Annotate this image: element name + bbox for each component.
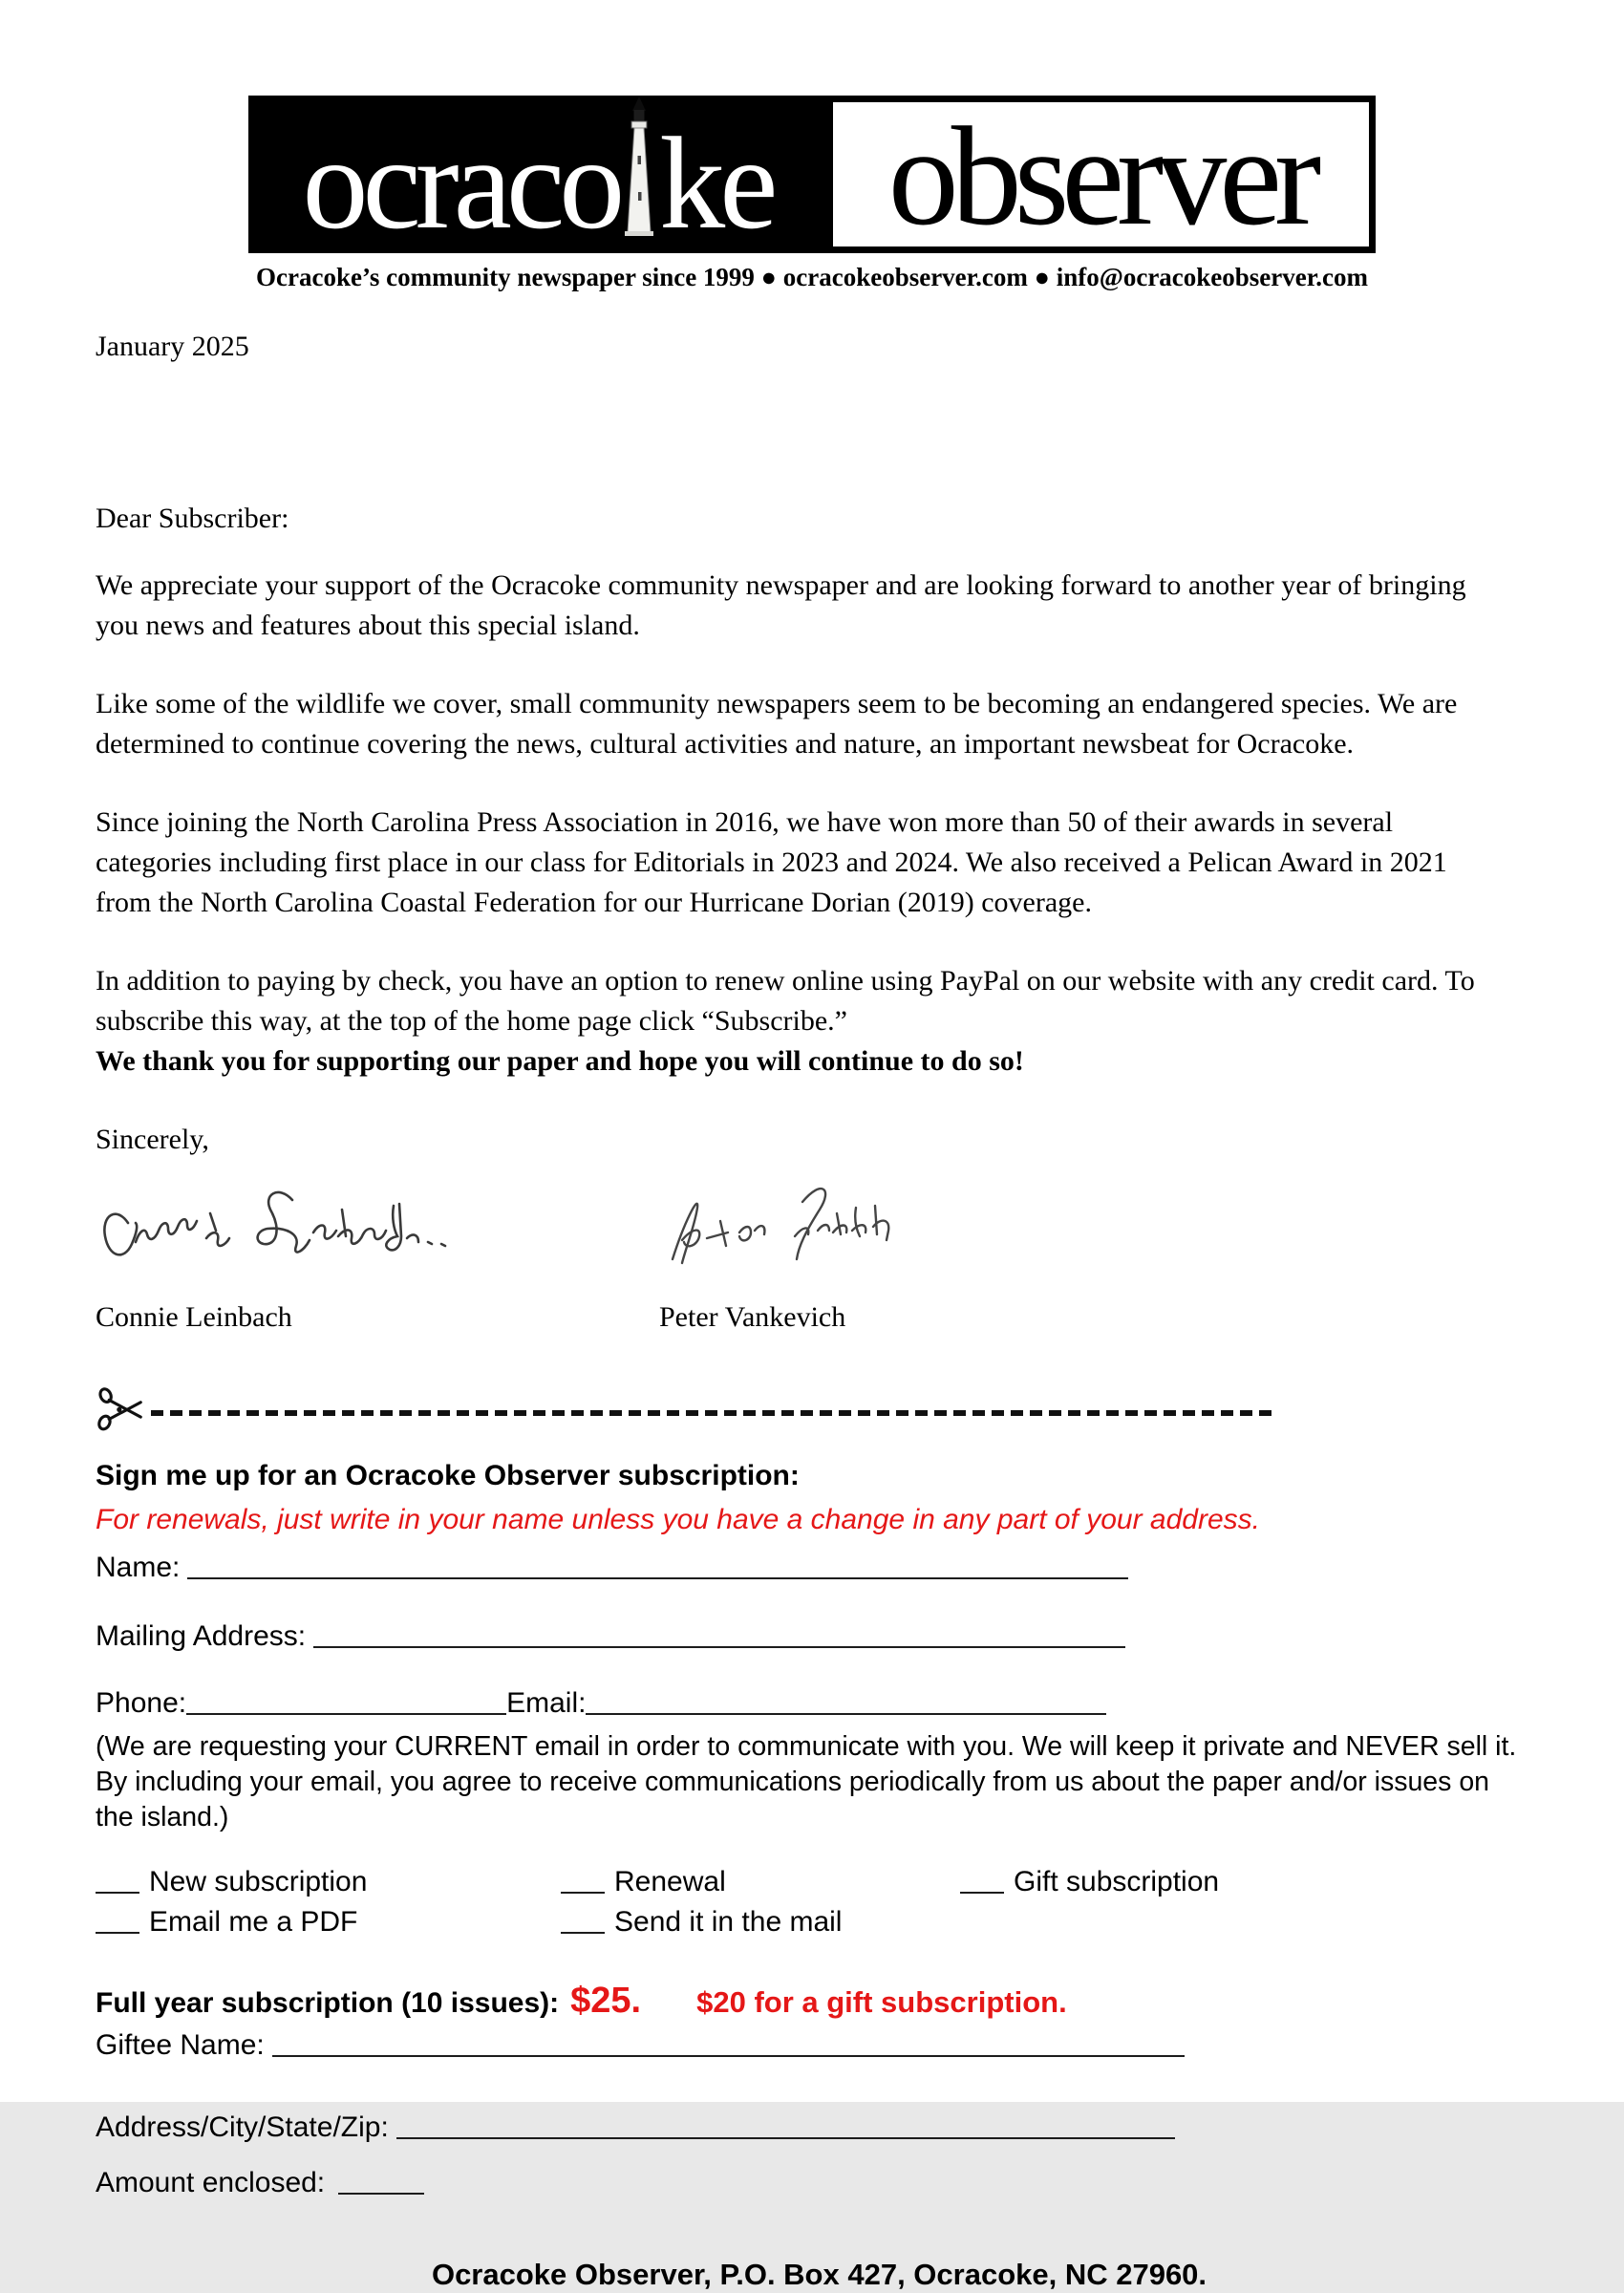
subscription-options-row-2 xyxy=(96,1904,1543,1940)
giftee-name-label: Giftee Name: xyxy=(96,2029,265,2061)
cut-here-divider xyxy=(96,1387,1543,1433)
giftee-name-blank xyxy=(272,2028,1185,2057)
paragraph-2: Like some of the wildlife we cover, small community newspapers seem to be becoming an endangered species. We are determined to continue covering the news, cultural activities and nature, an important newsbeat for Ocracoke. xyxy=(96,688,1458,760)
paragraph-1: We appreciate your support of the Ocracoke community newspaper and are looking forward to another year of bringing you news and features about this special island. xyxy=(96,569,1466,641)
option-send-mail: Send it in the mail xyxy=(561,1904,960,1940)
mailing-field-line xyxy=(96,1618,1543,1655)
option-gift-subscription: Gift subscription xyxy=(960,1864,1543,1900)
phone-label: Phone: xyxy=(96,1687,187,1719)
logo-text-ocraco: ocraco xyxy=(302,109,620,256)
mailing-address-blank xyxy=(313,1619,1125,1648)
form-heading: Sign me up for an Ocracoke Observer subscription: xyxy=(96,1460,800,1491)
connie-signature-image xyxy=(96,1181,459,1284)
ocracoke-observer-logo xyxy=(248,96,1376,256)
send-mail-blank xyxy=(561,1905,605,1934)
paragraph-4: In addition to paying by check, you have an option to renew online using PayPal on our website with any credit card. To subscribe this way, at the top of the home page click “Subscribe.” xyxy=(96,965,1475,1037)
option-email-pdf: Email me a PDF xyxy=(96,1904,561,1940)
name-blank xyxy=(187,1551,1128,1579)
tagline: Ocracoke’s community newspaper since 1999 ● ocracokeobserver.com ● info@ocracokeobserver.com xyxy=(255,263,1368,291)
email-pdf-blank xyxy=(96,1905,139,1934)
signer-name-peter: Peter Vankevich xyxy=(659,1301,846,1333)
amount-blank xyxy=(338,2166,424,2195)
closing: Sincerely, xyxy=(96,1124,209,1155)
name-label: Name: xyxy=(96,1552,181,1583)
address-city-state-zip-label: Address/City/State/Zip: xyxy=(96,2111,389,2143)
gift-price: $20 for a gift subscription. xyxy=(696,1985,1067,2019)
letterhead xyxy=(0,0,1624,292)
thank-you-line: We thank you for supporting our paper and hope you will continue to do so! xyxy=(96,1045,1024,1077)
signer-name-connie: Connie Leinbach xyxy=(96,1301,292,1333)
price-line xyxy=(96,1982,1543,2022)
option-new-subscription: New subscription xyxy=(96,1864,561,1900)
logo-left-panel xyxy=(248,96,826,256)
logo-text-observer: observer xyxy=(887,97,1314,255)
price-value: $25. xyxy=(570,1981,642,2021)
gift-subscription-blank xyxy=(960,1865,1004,1894)
address-field-line xyxy=(96,2110,1543,2146)
amount-field-line xyxy=(96,2165,1543,2201)
price-label: Full year subscription (10 issues): xyxy=(96,1987,560,2019)
salutation: Dear Subscriber: xyxy=(96,503,289,534)
subscription-options-row-1 xyxy=(96,1864,1543,1900)
option-renewal: Renewal xyxy=(561,1864,960,1900)
renewal-blank xyxy=(561,1865,605,1894)
address-blank xyxy=(396,2111,1175,2139)
signatures xyxy=(96,1177,1485,1284)
logo-text-ke: ke xyxy=(659,109,773,256)
paragraph-3: Since joining the North Carolina Press Association in 2016, we have won more than 50 of their awards in several categories including first place in our class for Editorials in 2023 and 2024. We also received a Pelican Award in 2021 from the North Carolina Coastal Federation for our Hurricane Dorian (2019) coverage. xyxy=(96,806,1447,918)
peter-signature-image xyxy=(659,1177,936,1284)
logo-right-panel xyxy=(826,96,1376,253)
email-blank xyxy=(586,1686,1106,1715)
giftee-field-line xyxy=(96,2027,1543,2064)
mailing-address-label: Mailing Address: xyxy=(96,1620,307,1652)
letter-body xyxy=(96,327,1485,1338)
subscription-form xyxy=(96,1458,1543,2293)
amount-enclosed-label: Amount enclosed: xyxy=(96,2167,326,2198)
mailing-footer-address: Ocracoke Observer, P.O. Box 427, Ocracoke, NC 27960. xyxy=(431,2258,1207,2291)
signer-names xyxy=(96,1297,1485,1338)
email-privacy-note: (We are requesting your CURRENT email in order to communicate with you. We will keep it private and NEVER sell it. By including your email, you agree to receive communications periodically from us about the paper and/or issues on the island.) xyxy=(96,1731,1517,1832)
dashed-cut-line xyxy=(151,1410,1278,1416)
phone-blank xyxy=(186,1686,506,1715)
lighthouse-icon xyxy=(621,96,657,236)
letter-date: January 2025 xyxy=(96,331,249,362)
name-field-line xyxy=(96,1550,1543,1586)
phone-email-line xyxy=(96,1685,1543,1722)
scissors-icon xyxy=(96,1385,145,1435)
renewal-note: For renewals, just write in your name unless you have a change in any part of your address. xyxy=(96,1504,1260,1535)
email-label: Email: xyxy=(506,1687,587,1719)
new-subscription-blank xyxy=(96,1865,139,1894)
